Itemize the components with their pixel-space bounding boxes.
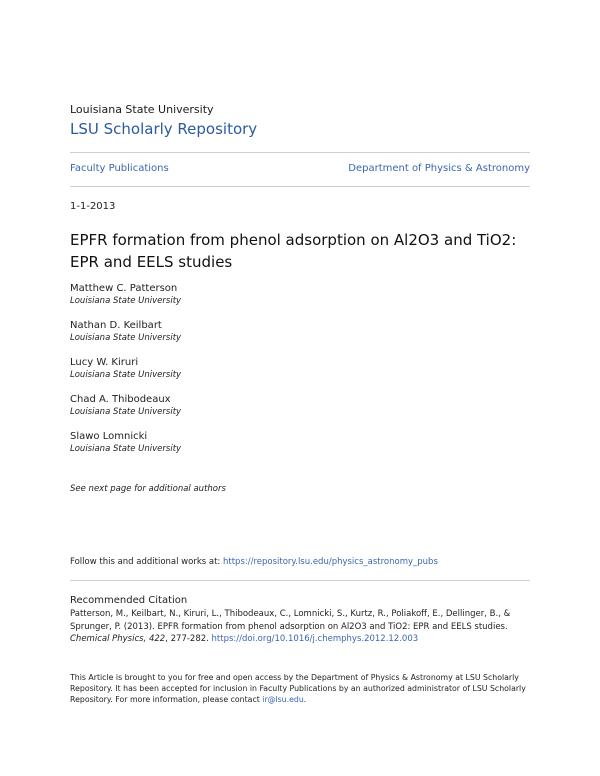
contact-email-link[interactable]: ir@lsu.edu xyxy=(262,695,304,704)
follow-line xyxy=(70,557,438,567)
citation-body: Patterson, M., Keilbart, N., Kiruri, L., Thibodeaux, C., Lomnicki, S., Kurtz, R., Poliakoff, E., Dellinger, B., & Sprunger, P. (2013). EPFR formation from phenol adsorption on Al2O3 and TiO2: EPR and EELS studies. xyxy=(70,609,511,632)
author-name[interactable]: Slawo Lomnicki xyxy=(70,431,148,442)
access-notice xyxy=(70,672,530,705)
author-affiliation: Louisiana State University xyxy=(70,370,182,380)
department-link[interactable]: Department of Physics & Astronomy xyxy=(348,163,530,174)
journal-volume: , 422 xyxy=(143,634,166,644)
article-title: EPFR formation from phenol adsorption on Al2O3 and TiO2: EPR and EELS studies xyxy=(70,231,517,271)
divider xyxy=(70,186,530,187)
author-name[interactable]: Chad A. Thibodeaux xyxy=(70,394,171,405)
journal-name: Chemical Physics xyxy=(70,634,144,644)
author-name[interactable]: Lucy W. Kiruri xyxy=(70,357,139,368)
author-entry xyxy=(70,356,530,393)
notice-end: . xyxy=(303,695,307,704)
citation-text xyxy=(70,608,530,646)
doi-link[interactable]: https://doi.org/10.1016/j.chemphys.2012.12.003 xyxy=(211,634,419,644)
author-name[interactable]: Nathan D. Keilbart xyxy=(70,320,162,331)
author-affiliation: Louisiana State University xyxy=(70,407,182,417)
citation-heading: Recommended Citation xyxy=(70,595,188,606)
collection-link[interactable]: https://repository.lsu.edu/physics_astronomy_pubs xyxy=(223,557,438,567)
author-affiliation: Louisiana State University xyxy=(70,333,182,343)
follow-text: Follow this and additional works at: xyxy=(70,557,223,567)
divider xyxy=(70,152,530,153)
author-affiliation: Louisiana State University xyxy=(70,296,182,306)
institution-name: Louisiana State University xyxy=(70,103,214,116)
author-entry xyxy=(70,393,530,430)
notice-text: This Article is brought to you for free and open access by the Department of Physics & Astronomy at LSU Scholarly Repository. It has been accepted for inclusion in Faculty Publications by an authorized administrator of LSU Scholarly Repository. For more information, please contact xyxy=(70,673,526,704)
divider xyxy=(70,580,530,581)
author-list xyxy=(70,282,530,467)
faculty-publications-link[interactable]: Faculty Publications xyxy=(70,163,169,174)
repository-link[interactable]: LSU Scholarly Repository xyxy=(70,120,258,138)
journal-pages: , 277-282. xyxy=(165,634,212,644)
see-next-page-note: See next page for additional authors xyxy=(70,484,226,494)
publication-date: 1-1-2013 xyxy=(70,201,116,212)
author-entry xyxy=(70,319,530,356)
author-affiliation: Louisiana State University xyxy=(70,444,182,454)
author-entry xyxy=(70,430,530,467)
author-name[interactable]: Matthew C. Patterson xyxy=(70,283,178,294)
author-entry xyxy=(70,282,530,319)
